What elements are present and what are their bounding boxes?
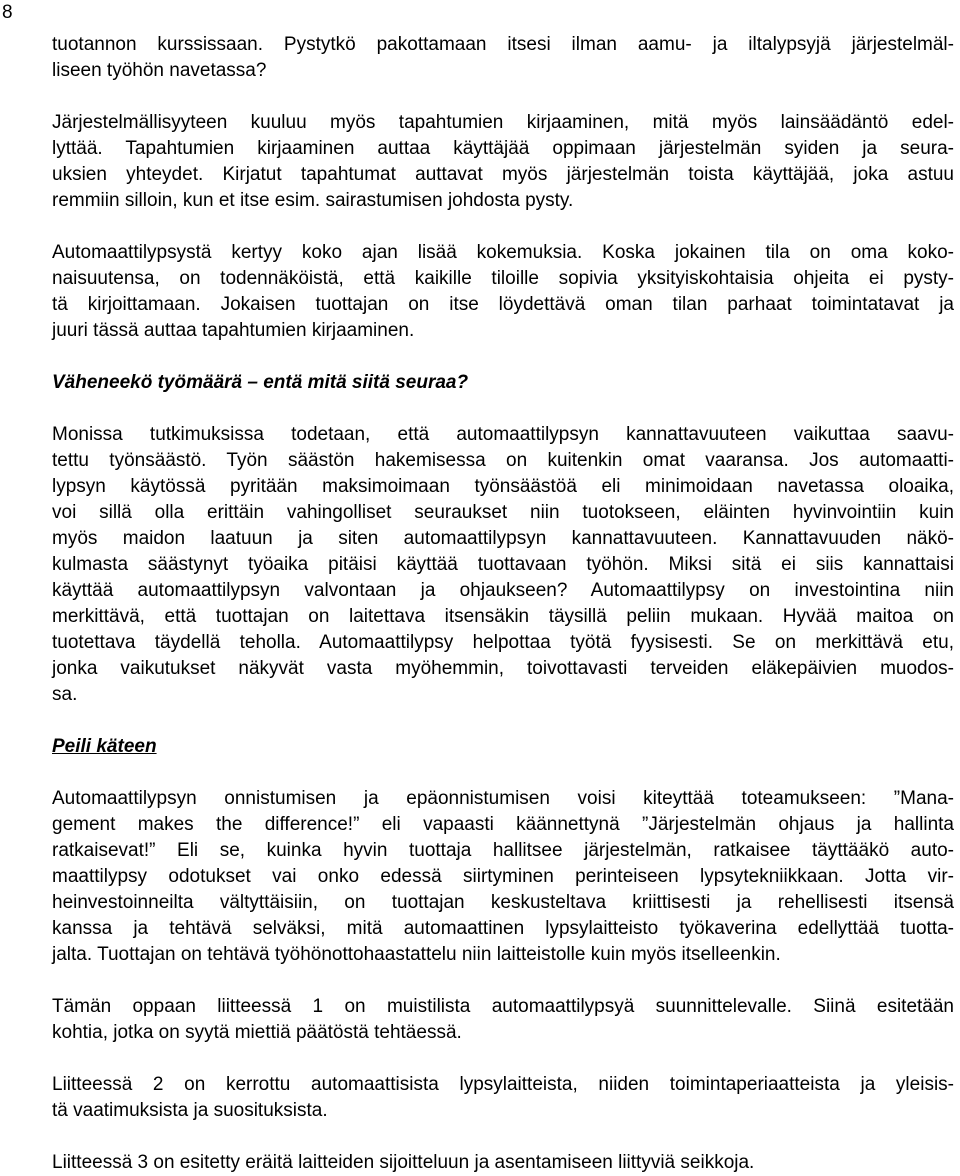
text-line: tä vaatimuksista ja suosituksista.: [52, 1100, 328, 1121]
text-line: kanssa ja tehtävä selväksi, mitä automaattinen lypsylaitteisto työkaverina edellyttää tuotta-: [52, 918, 954, 939]
paragraph-workload: [52, 422, 954, 708]
text-line: lypsyn käytössä pyritään maksimoimaan työnsäästöä eli minimoidaan navetassa oloaika,: [52, 476, 954, 497]
text-line: juuri tässä auttaa tapahtumien kirjaaminen.: [52, 320, 415, 341]
paragraph-experience: [52, 240, 954, 344]
text-line: tuotettava täydellä teholla. Automaattilypsy helpottaa työtä fyysisesti. Se on merkittävä etu,: [52, 632, 954, 653]
paragraph-appendix-3: [52, 1150, 954, 1176]
text-line: jonka vaikutukset näkyvät vasta myöhemmin, toivottavasti terveiden eläkepäivien muodos-: [52, 658, 954, 679]
text-line: uksien yhteydet. Kirjatut tapahtumat auttavat myös järjestelmän toista käyttäjää, joka astuu: [52, 164, 954, 185]
text-line: tettu työnsäästö. Työn säästön hakemisessa on kuitenkin omat vaaransa. Jos automaatti-: [52, 450, 954, 471]
text-line: gement makes the difference!” eli vapaasti käännettynä ”Järjestelmän ohjaus ja hallinta: [52, 814, 954, 835]
section-heading-workload: Väheneekö työmäärä – entä mitä siitä seuraa?: [52, 372, 469, 393]
text-line: lyttää. Tapahtumien kirjaaminen auttaa käyttäjää oppimaan järjestelmän syiden ja seura-: [52, 138, 954, 159]
text-line: Automaattilypsystä kertyy koko ajan lisää kokemuksia. Koska jokainen tila on oma koko-: [52, 242, 954, 263]
text-line: Liitteessä 3 on esitetty eräitä laitteiden sijoitteluun ja asentamiseen liittyviä seikkoja.: [52, 1152, 755, 1173]
text-line: tä kirjoittamaan. Jokaisen tuottajan on itse löydettävä oman tilan parhaat toimintatavat ja: [52, 294, 954, 315]
text-line: kohtia, jotka on syytä miettiä päätöstä tehtäessä.: [52, 1022, 462, 1043]
text-line: jalta. Tuottajan on tehtävä työhönottohaastattelu niin laitteistolle kuin myös itselleenkin.: [52, 944, 781, 965]
text-line: Järjestelmällisyyteen kuuluu myös tapahtumien kirjaaminen, mitä myös lainsäädäntö edel-: [52, 112, 954, 133]
text-line: käyttää automaattilypsyn valvontaan ja ohjaukseen? Automaattilypsy on investointina niin: [52, 580, 954, 601]
text-line: ratkaisevat!” Eli se, kuinka hyvin tuottaja hallitsee järjestelmän, ratkaisee täyttääkö auto-: [52, 840, 954, 861]
paragraph-appendix-2: [52, 1072, 954, 1124]
paragraph-record-keeping: [52, 110, 954, 214]
text-line: maattilypsy odotukset vai onko edessä siirtyminen perinteiseen lypsytekniikkaan. Jotta vir-: [52, 866, 954, 887]
text-line: Tämän oppaan liitteessä 1 on muistilista automaattilypsyä suunnittelevalle. Siinä esitetään: [52, 996, 954, 1017]
text-line: merkittävä, että tuottajan on laitettava itsensäkin täysillä peliin mukaan. Hyvää maitoa on: [52, 606, 954, 627]
section-heading-mirror: Peili käteen: [52, 736, 157, 757]
text-line: naisuutensa, on todennäköistä, että kaikille tiloille sopivia yksityiskohtaisia ohjeita ei pysty-: [52, 268, 954, 289]
paragraph-intro-continuation: [52, 32, 954, 84]
paragraph-appendix-1: [52, 994, 954, 1046]
text-line: kulmasta säästynyt työaika pitäisi käyttää tuottavaan työhön. Miksi sitä ei siis kannattaisi: [52, 554, 954, 575]
text-line: heinvestoinneilta vältyttäisiin, on tuottajan keskusteltava kriittisesti ja rehellisesti itsensä: [52, 892, 954, 913]
text-line: Monissa tutkimuksissa todetaan, että automaattilypsyn kannattavuuteen vaikuttaa saavu-: [52, 424, 954, 445]
text-line: voi sillä olla erittäin vahingolliset seuraukset niin tuotokseen, eläinten hyvinvointiin kuin: [52, 502, 954, 523]
text-line: sa.: [52, 684, 78, 705]
document-body: [52, 32, 954, 1176]
text-line: tuotannon kurssissaan. Pystytkö pakottamaan itsesi ilman aamu- ja iltalypsyjä järjestelmäl-: [52, 34, 954, 55]
page-number: 8: [2, 2, 13, 23]
text-line: Liitteessä 2 on kerrottu automaattisista lypsylaitteista, niiden toimintaperiaatteista ja yleisis-: [52, 1074, 954, 1095]
text-line: myös maidon laatuun ja siten automaattilypsyn kannattavuuteen. Kannattavuuden näkö-: [52, 528, 954, 549]
text-line: remmiin silloin, kun et itse esim. sairastumisen johdosta pysty.: [52, 190, 574, 211]
paragraph-management: [52, 786, 954, 968]
text-line: liseen työhön navetassa?: [52, 60, 267, 81]
text-line: Automaattilypsyn onnistumisen ja epäonnistumisen voisi kiteyttää toteamukseen: ”Mana-: [52, 788, 954, 809]
